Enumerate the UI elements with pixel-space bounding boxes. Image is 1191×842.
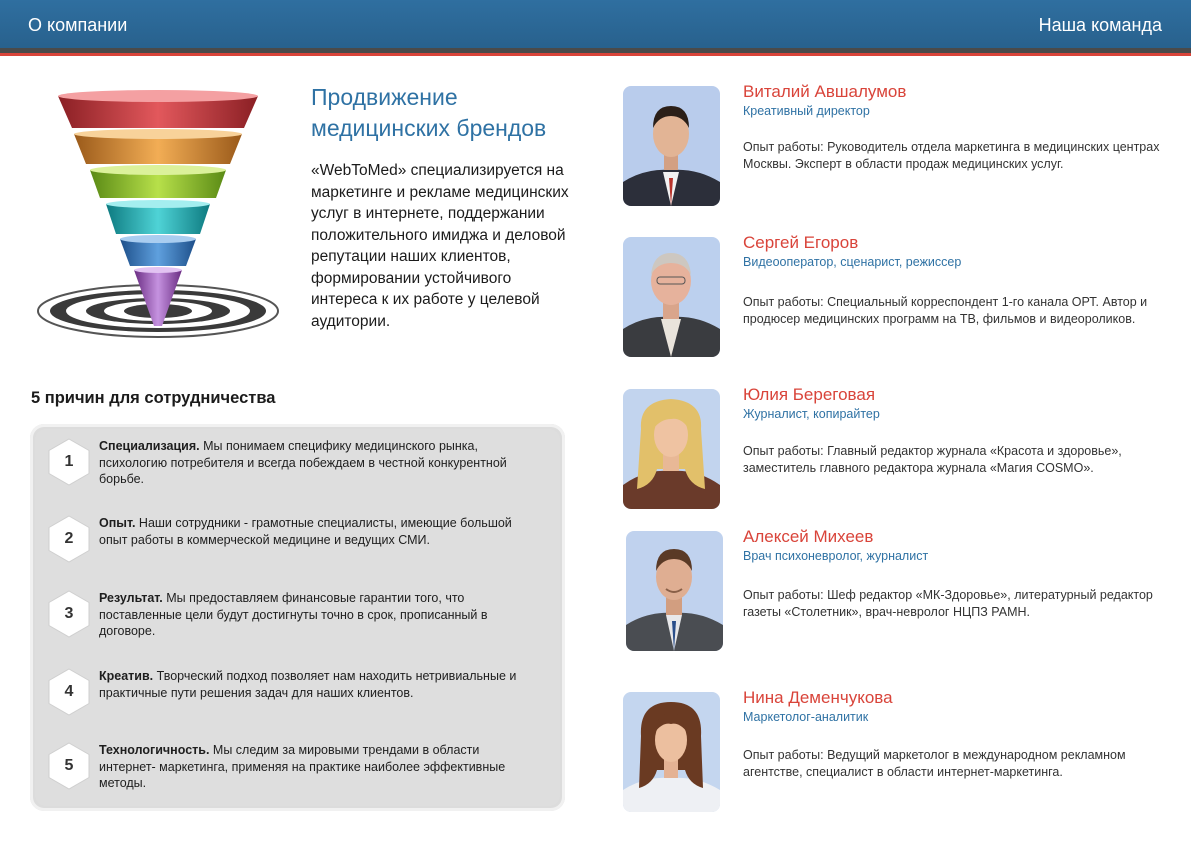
reasons-panel <box>30 424 565 811</box>
reason-body: Творческий подход позволяет нам находить нетривиальные и практичные пути решения задач для наших клиентов. <box>99 669 517 700</box>
member-name: Сергей Егоров <box>743 233 859 252</box>
member-experience: Опыт работы: Специальный корреспондент 1-го канала ОРТ. Автор и продюсер медицинских программ на ТВ, фильмов и видеороликов. <box>743 295 1148 326</box>
reason-bold-title: Специализация. <box>99 439 200 453</box>
team-member-4 <box>623 527 1183 656</box>
reason-text <box>99 668 539 701</box>
member-photo-avatar <box>626 531 723 651</box>
member-experience: Опыт работы: Шеф редактор «МК-Здоровье», литературный редактор газеты «Столетник», врач-невролог НЦПЗ РАМН. <box>743 588 1153 619</box>
section-title-about: О компании <box>28 15 128 35</box>
member-role: Креативный директор <box>743 104 870 118</box>
reason-number: 1 <box>64 453 74 470</box>
member-experience: Опыт работы: Главный редактор журнала «Красота и здоровье», заместитель главного редактора журнала «Магия COSMO». <box>743 444 1122 475</box>
reason-bold-title: Технологичность. <box>99 743 210 757</box>
header-bar <box>0 0 1191 48</box>
promo-title-line1: Продвижение <box>311 84 458 110</box>
section-title-team: Наша команда <box>1038 15 1162 35</box>
member-role: Маркетолог-аналитик <box>743 710 869 724</box>
team-member-3 <box>623 385 1183 514</box>
reasons-heading: 5 причин для сотрудничества <box>31 389 276 407</box>
team-member-5 <box>623 688 1183 817</box>
header-accent-line <box>0 53 1191 56</box>
member-photo-avatar <box>623 86 720 206</box>
reason-bold-title: Креатив. <box>99 669 154 683</box>
reason-text <box>99 590 539 640</box>
team-member-2 <box>623 233 1183 362</box>
reason-number: 5 <box>64 757 74 774</box>
reason-number: 2 <box>64 530 74 547</box>
reason-body: Мы понимаем специфику медицинского рынка, психологию потребителя и всегда побеждаем в честной конкурентной борьбе. <box>99 439 507 486</box>
reason-body: Мы предоставляем финансовые гарантии того, что поставленные цели будут достигнуты точно в срок, прописанный в договоре. <box>99 591 488 638</box>
member-experience: Опыт работы: Руководитель отдела маркетинга в медицинских центрах Москвы. Эксперт в области продаж медицинских услуг. <box>743 140 1160 171</box>
reason-text <box>99 438 539 488</box>
reason-number: 4 <box>64 683 74 700</box>
promo-title <box>311 82 591 144</box>
member-photo-avatar <box>623 692 720 812</box>
member-role: Видеооператор, сценарист, режиссер <box>743 255 962 269</box>
team-member-1 <box>623 82 1183 211</box>
member-name: Алексей Михеев <box>743 527 874 546</box>
reason-bold-title: Результат. <box>99 591 163 605</box>
reason-body: Мы следим за мировыми трендами в области интернет- маркетинга, применяя на практике наиболее эффективные методы. <box>99 743 506 790</box>
member-role: Врач психоневролог, журналист <box>743 549 929 563</box>
promo-title-line2: медицинских брендов <box>311 115 547 141</box>
reason-number: 3 <box>64 605 74 622</box>
member-experience: Опыт работы: Ведущий маркетолог в международном рекламном агентстве, специалист в области интернет-маркетинга. <box>743 748 1126 779</box>
member-name: Виталий Авшалумов <box>743 82 907 101</box>
funnel-illustration <box>30 78 285 343</box>
reason-body: Наши сотрудники - грамотные специалисты, имеющие большой опыт работы в коммерческой медицине и ведущих СМИ. <box>99 516 512 547</box>
member-photo-avatar <box>623 389 720 509</box>
reason-text <box>99 742 539 792</box>
reason-text <box>99 515 539 548</box>
promo-description: «WebToMed» специализируется на маркетинге и рекламе медицинских услуг в интернете, поддержании положительного имиджа и деловой репутации наших клиентов, формировании устойчивого интереса к их работе у целевой аудитории. <box>311 162 569 330</box>
member-name: Нина Деменчукова <box>743 688 893 707</box>
reason-bold-title: Опыт. <box>99 516 136 530</box>
member-photo-avatar <box>623 237 720 357</box>
member-role: Журналист, копирайтер <box>743 407 880 421</box>
member-name: Юлия Береговая <box>743 385 876 404</box>
